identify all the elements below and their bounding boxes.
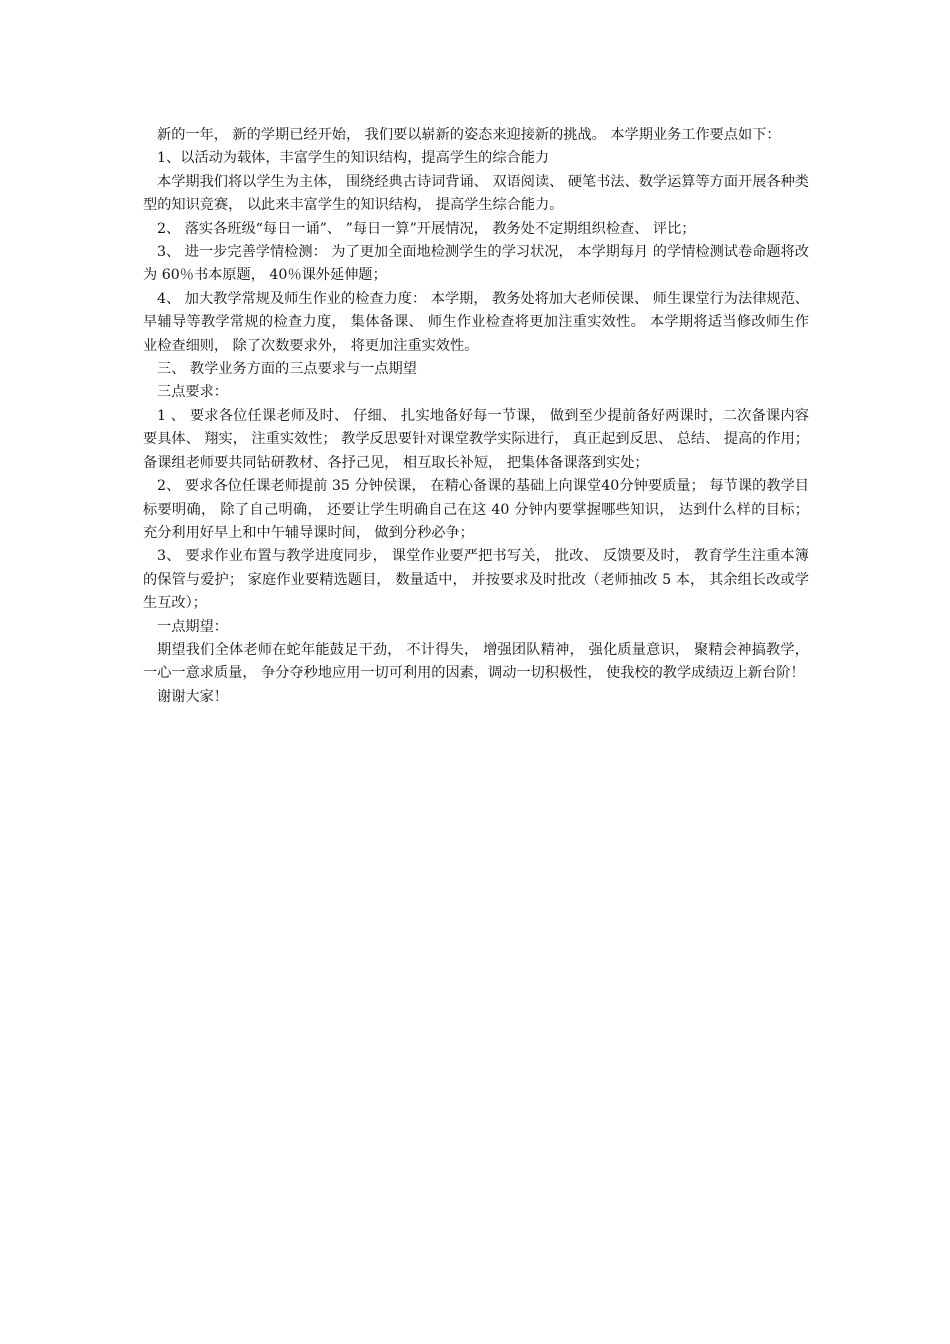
item-2-paragraph: 2、 落实各班级“每日一诵”、 ”每日一算”开展情况， 教务处不定期组织检查、 评比； <box>157 220 696 237</box>
section-3-heading: 三、 教学业务方面的三点要求与一点期望 <box>157 361 417 378</box>
requirement-1-paragraph: 1 、 要求各位任课老师及时、 仔细、 扎实地备好每一节课， 做到至少提前备好两课时，二次备课内容要具体、 翔实， 注重实效性； 教学反思要针对课堂教学实际进行， 真正起到反思、 总结、 提高的作用； 备课组老师要共同钻研教材、各抒己见， 相互取长补短， 把集体备课落到实处； <box>143 407 814 471</box>
closing-thanks: 谢谢大家！ <box>157 688 228 705</box>
document-page <box>143 124 814 709</box>
requirement-2-paragraph: 2、 要求各位任课老师提前 35 分钟侯课， 在精心备课的基础上向课堂40分钟要质量； 每节课的教学目标要明确， 除了自己明确， 还要让学生明确自己在这 40 分钟内要掌握哪些知识， 达到什么样的目标； 充分利用好早上和中午辅导课时间， 做到分秒必争； <box>143 478 814 541</box>
item-1-body: 本学期我们将以学生为主体， 围绕经典古诗词背诵、 双语阅读、 硬笔书法、数学运算等方面开展各种类型的知识竞赛， 以此来丰富学生的知识结构， 提高学生综合能力。 <box>143 173 809 214</box>
expectation-paragraph: 期望我们全体老师在蛇年能鼓足干劲， 不计得失， 增强团队精神， 强化质量意识， 聚精会神搞教学， 一心一意求质量， 争分夺秒地应用一切可利用的因素，调动一切积极性， 使我校的教学成绩迈上新台阶！ <box>143 641 814 682</box>
one-expectation-heading: 一点期望： <box>157 618 228 635</box>
item-1-heading: 1、以活动为载体，丰富学生的知识结构，提高学生的综合能力 <box>157 150 550 167</box>
three-requirements-heading: 三点要求： <box>157 384 228 401</box>
requirement-3-paragraph: 3、 要求作业布置与教学进度同步， 课堂作业要严把书写关， 批改、 反馈要及时， 教育学生注重本簿的保管与爱护； 家庭作业要精选题目， 数量适中， 并按要求及时批改（老师抽改 5 本， 其余组长改或学生互改）； <box>143 548 809 612</box>
intro-paragraph: 新的一年， 新的学期已经开始， 我们要以崭新的姿态来迎接新的挑战。 本学期业务工作要点如下： <box>157 127 781 143</box>
item-4-paragraph: 4、 加大教学常规及师生作业的检查力度： 本学期， 教务处将加大老师侯课、 师生课堂行为法律规范、 早辅导等教学常规的检查力度， 集体备课、 师生作业检查将更加注重实效性。 本学期将适当修改师生作业检查细则， 除了次数要求外， 将更加注重实效性。 <box>143 290 814 354</box>
item-3-paragraph: 3、 进一步完善学情检测： 为了更加全面地检测学生的学习状况， 本学期每月 的学情检测试卷命题将改为 60％书本原题， 40％课外延伸题； <box>143 244 809 284</box>
